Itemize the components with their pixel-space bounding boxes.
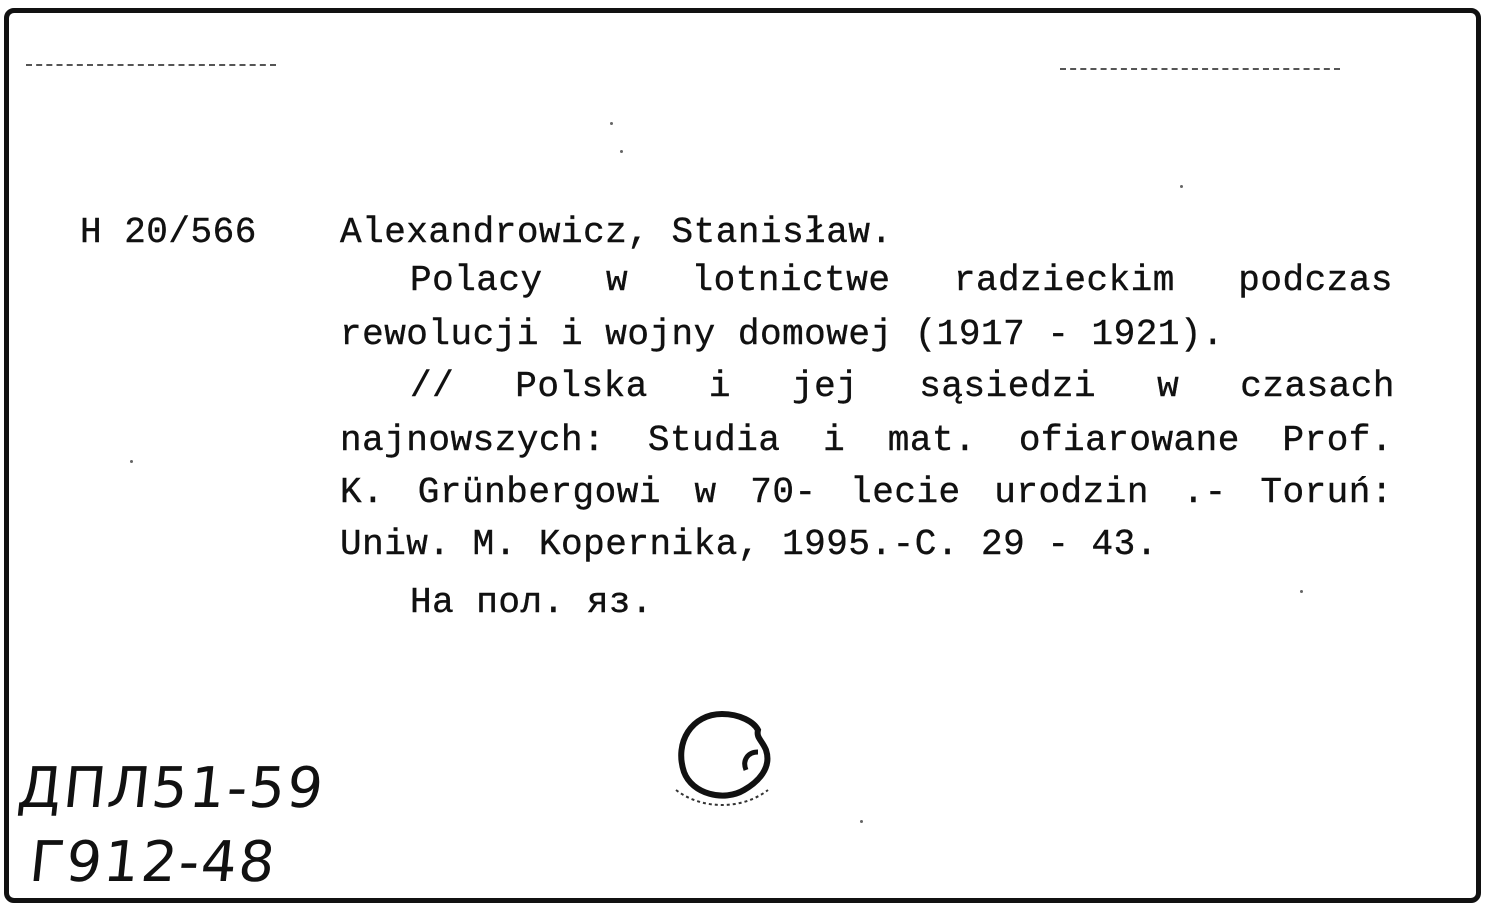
title-line-2: rewolucji i wojny domowej (1917 - 1921).	[340, 314, 1225, 355]
stamp-icon	[662, 702, 782, 812]
author-heading: Alexandrowicz, Stanisław.	[340, 212, 893, 253]
source-line-3: K. Grünbergowi w 70- lecie urodzin .- Toruń:	[340, 472, 1393, 513]
handwritten-shelfmark-1: ДПЛ51-59	[14, 756, 329, 821]
title-line-1: Polacy w lotnictwe radzieckim podczas	[410, 260, 1393, 301]
scan-speck	[1300, 590, 1303, 593]
top-dashed-rule-right	[1060, 68, 1340, 70]
language-note: На пол. яз.	[410, 582, 654, 623]
handwritten-shelfmark-2: Г912-48	[26, 830, 280, 895]
scan-speck	[1180, 185, 1183, 188]
scan-speck	[860, 820, 863, 823]
scan-speck	[610, 122, 613, 125]
source-line-1: // Polska i jej sąsiedzi w czasach	[410, 366, 1395, 407]
source-line-2: najnowszych: Studia i mat. ofiarowane Prof.	[340, 420, 1393, 461]
scan-speck	[620, 150, 623, 153]
top-dashed-rule-left	[26, 64, 276, 66]
scan-speck	[130, 460, 133, 463]
source-line-4: Uniw. M. Kopernika, 1995.-C. 29 - 43.	[340, 524, 1158, 565]
stamp-notch	[745, 752, 758, 770]
call-number: H 20/566	[80, 212, 257, 253]
